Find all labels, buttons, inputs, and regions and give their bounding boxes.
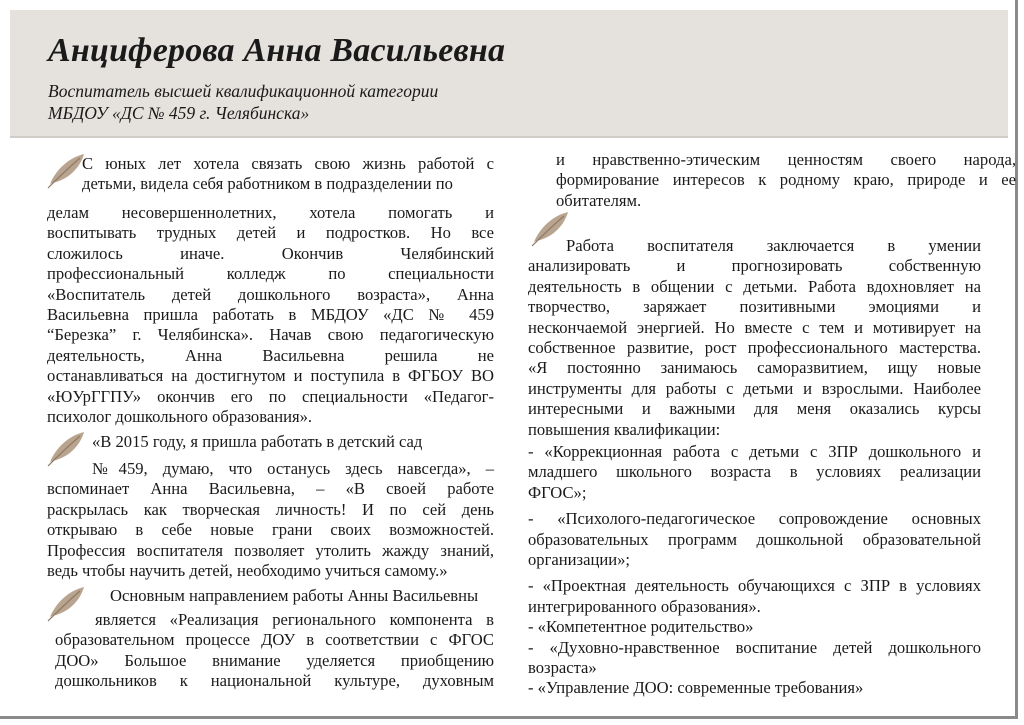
text-line: ДОО» Большое внимание уделяется приобщению xyxy=(55,650,494,670)
text-line: Работа воспитателя заключается в умении xyxy=(566,236,981,255)
text-line: «В 2015 году, я пришла работать в детский сад xyxy=(92,432,423,451)
text-line: - «Духовно-нравственное воспитание детей дошкольного xyxy=(528,637,981,657)
text-line: профессиональный колледж по специальности xyxy=(47,264,494,284)
text-line: - «Проектная деятельность обучающихся с ЗПР в условиях xyxy=(528,576,981,596)
header-banner xyxy=(10,10,1008,138)
left-para-1-head xyxy=(82,154,494,195)
text-line: интегрированного образования». xyxy=(528,596,761,616)
position-title: Воспитатель высшей квалификационной категории xyxy=(48,81,439,101)
list-item xyxy=(528,442,981,503)
text-line: С юных лет хотела связать свою жизнь работой с xyxy=(82,154,494,173)
text-line: - «Управление ДОО: современные требования» xyxy=(528,678,864,698)
text-line: Основным направлением работы Анны Васильевны xyxy=(110,586,479,605)
text-line: возраста» xyxy=(528,658,597,678)
text-line: творчество, заряжает позитивными эмоциями и xyxy=(528,297,981,317)
right-continuation xyxy=(556,150,1016,211)
text-line: Васильевна пришла работать в МБДОУ «ДС № 459 xyxy=(47,305,494,325)
text-line: делам несовершеннолетних, хотела помогать и xyxy=(47,203,494,222)
text-line: №459, думаю, что останусь здесь навсегда», – xyxy=(92,459,494,478)
text-line: является «Реализация регионального компонента в xyxy=(95,610,494,629)
text-line: повышения квалификации: xyxy=(528,419,721,439)
text-line: вспоминает Анна Васильевна, – «В своей работе xyxy=(47,479,494,499)
text-line: обитателям. xyxy=(556,190,642,210)
text-line: собственное развитие, рост профессионального мастерства. xyxy=(528,338,981,358)
text-line: формирование интересов к родному краю, природе и ее xyxy=(556,170,1016,190)
text-line: - «Коррекционная работа с детьми с ЗПР дошкольного и xyxy=(528,442,981,461)
text-line: «Воспитатель детей дошкольного возраста», Анна xyxy=(47,284,494,304)
list-item xyxy=(528,509,981,570)
list-item xyxy=(528,678,981,698)
text-line: “Березка” г. Челябинска». Начав свою педагогическую xyxy=(47,325,494,345)
left-para-2-body xyxy=(47,459,494,581)
text-line: дошкольников к национальной культуре, духовным xyxy=(55,671,494,691)
text-line: ведь чтобы научить детей, необходимо учиться самому.» xyxy=(47,561,448,581)
list-item xyxy=(528,638,981,679)
left-para-3-body xyxy=(55,610,494,692)
courses-list xyxy=(528,442,981,699)
text-line: останавливаться на достигнутом и поступила в ФГБОУ ВО xyxy=(47,366,494,386)
text-line: «Я постоянно занимаюсь саморазвитием, ищу новые xyxy=(528,358,981,378)
text-line: психолог дошкольного образования». xyxy=(47,407,313,427)
text-line: ФГОС»; xyxy=(528,482,587,502)
text-line: образовательном процессе ДОУ в соответствии с ФГОС xyxy=(55,630,494,650)
text-line: раскрылась как творческая личность! И по сей день xyxy=(47,499,494,519)
person-name: Анциферова Анна Васильевна xyxy=(48,32,506,69)
text-line: младшего школьного возраста в условиях реализации xyxy=(528,462,981,482)
text-line: образовательных программ дошкольной образовательной xyxy=(528,529,981,549)
list-item xyxy=(528,617,981,637)
person-subtitle xyxy=(48,80,438,124)
right-para-4 xyxy=(528,236,981,440)
text-line: открываю в себе новые грани своих возможностей. xyxy=(47,520,494,540)
organization-name: МБДОУ «ДС № 459 г. Челябинска» xyxy=(48,103,310,123)
text-line: - «Компетентное родительство» xyxy=(528,617,754,637)
text-line: сложилось иначе. Окончив Челябинский xyxy=(47,243,494,263)
text-line: деятельность, Анна Васильевна решила не xyxy=(47,345,494,365)
text-line: интересными и важными для меня оказались курсы xyxy=(528,399,981,419)
text-line: нескончаемой энергией. Но вместе с тем и мотивирует на xyxy=(528,317,981,337)
text-line: детьми, видела себя работником в подразделении по xyxy=(82,174,453,194)
left-para-3-head xyxy=(110,586,494,606)
text-line: деятельность в общении с детьми. Работа вдохновляет на xyxy=(528,276,981,296)
text-line: анализировать и прогнозировать собственную xyxy=(528,256,981,276)
text-line: воспитывать трудных детей и подростков. Но все xyxy=(47,223,494,243)
text-line: инструменты для работы с детьми и взрослыми. Наиболее xyxy=(528,378,981,398)
text-line: и нравственно-этическим ценностям своего народа, xyxy=(556,150,1016,169)
text-line: - «Психолого-педагогическое сопровождение основных xyxy=(528,509,981,529)
left-para-2-head xyxy=(92,432,494,452)
left-para-1-body xyxy=(47,203,494,427)
text-line: Профессия воспитателя позволяет утолить жажду знаний, xyxy=(47,540,494,560)
text-line: организации»; xyxy=(528,550,630,570)
list-item xyxy=(528,576,981,617)
text-line: «ЮУрГГПУ» окончив его по специальности «Педагог- xyxy=(47,386,494,406)
